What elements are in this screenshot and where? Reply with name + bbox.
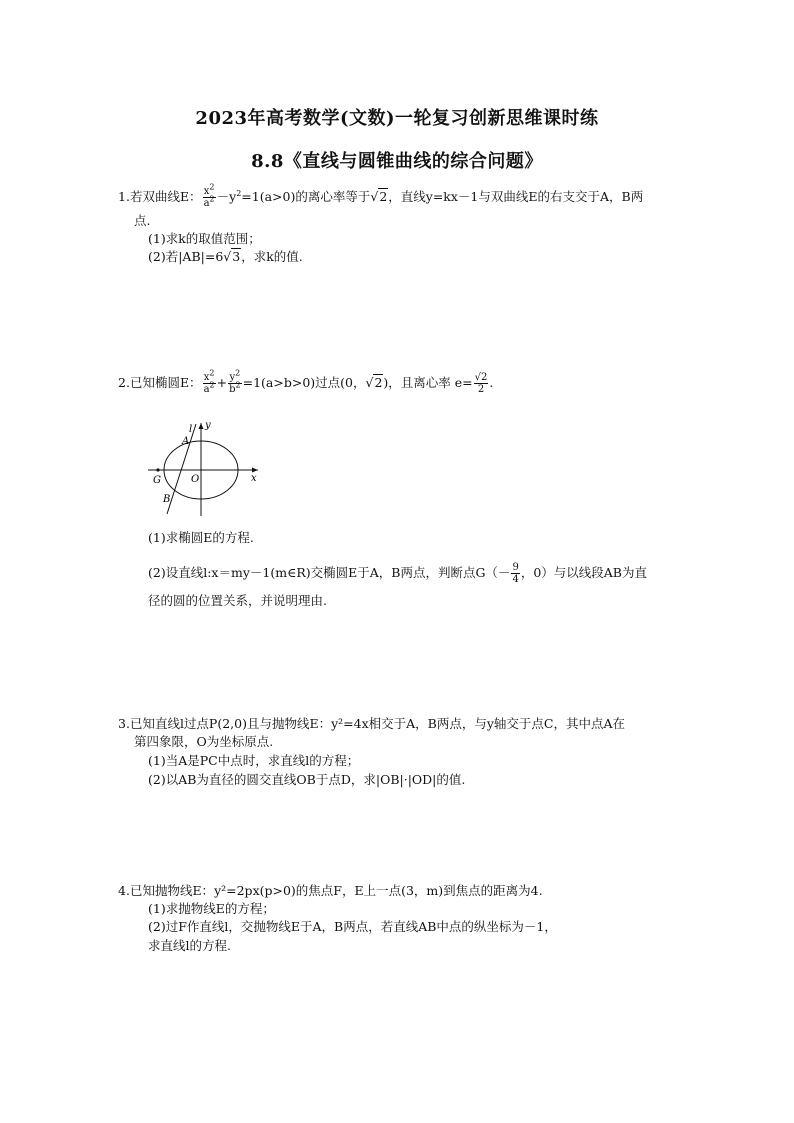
label-a: A (182, 436, 190, 447)
question-3-line-1: 3.已知直线l过点P(2,0)且与抛物线E：y²=4x相交于A，B两点，与y轴交于点C，其中点A在 (118, 716, 626, 731)
label-l: l (189, 424, 193, 435)
fraction-9-4: $\frac{9}{4}$ (512, 562, 519, 585)
question-4-line-1: 4.已知抛物线E：y²=2px(p>0)的焦点F，E上一点(3，m)到焦点的距离为4. (118, 883, 543, 898)
question-4-part-2-cont: 求直线l的方程. (148, 938, 231, 953)
question-2-part-2-cont: 径的圆的位置关系，并说明理由. (148, 593, 327, 608)
question-1-line-1: 1.若双曲线E： $\frac{x^2}{a^2}$ $-y^2=1(a>0)$的离心率等于√2，直线y=kx－1与双曲线E的右支交于A，B两 (118, 182, 644, 209)
question-2-part-2: (2)设直线l:x＝my－1(m∈R)交椭圆E于A，B两点，判断点G（－ $\frac{9}{4}$ ，0）与以线段AB为直 (148, 562, 647, 585)
question-3-line-2: 第四象限，O为坐标原点. (134, 734, 274, 749)
fraction-eccentricity: $\frac{√2}{2}$ (474, 372, 488, 395)
label-o: O (191, 474, 200, 485)
question-1-part-2: (2)若|AB|=6√3，求k的值. (148, 249, 303, 264)
sqrt-3: √3 (223, 249, 241, 264)
sqrt-2: √2 (365, 375, 383, 390)
question-3-part-1: (1)当A是PC中点时，求直线l的方程； (148, 753, 360, 768)
ellipse-figure (146, 418, 266, 518)
question-4-part-2: (2)过F作直线l，交抛物线E于A，B两点，若直线AB中点的纵坐标为－1， (148, 919, 557, 934)
fraction-x: $\frac{x^2}{a^2}$ (203, 368, 215, 395)
label-x: x (251, 473, 257, 484)
label-g: G (153, 475, 161, 486)
document-subtitle: 8.8《直线与圆锥曲线的综合问题》 (251, 151, 543, 172)
question-3-part-2: (2)以AB为直径的圆交直线OB于点D，求|OB|·|OD|的值. (148, 772, 466, 787)
question-2-part-1: (1)求椭圆E的方程. (148, 530, 254, 545)
question-1-line-2: 点. (134, 213, 151, 228)
question-4-part-1: (1)求抛物线E的方程； (148, 901, 275, 916)
sqrt-2: √2 (370, 189, 388, 204)
fraction: $\frac{x^2}{a^2}$ (203, 182, 215, 209)
label-b: B (163, 494, 171, 505)
document-title: 2023年高考数学(文数)一轮复习创新思维课时练 (195, 108, 599, 129)
question-1-part-1: (1)求k的取值范围； (148, 231, 261, 246)
fraction-y: $\frac{y^2}{b^2}$ (229, 368, 241, 395)
x-axis-arrow (252, 468, 258, 473)
label-y: y (205, 420, 211, 431)
point-g (156, 468, 159, 471)
question-2-line-1: 2.已知椭圆E： $\frac{x^2}{a^2}$ + $\frac{y^2}{b^2}$ =1(a>b>0)过点(0，√2)，且离心率 e= $\frac{√2}{2}$ . (118, 368, 494, 395)
y-axis-arrow (199, 423, 204, 429)
